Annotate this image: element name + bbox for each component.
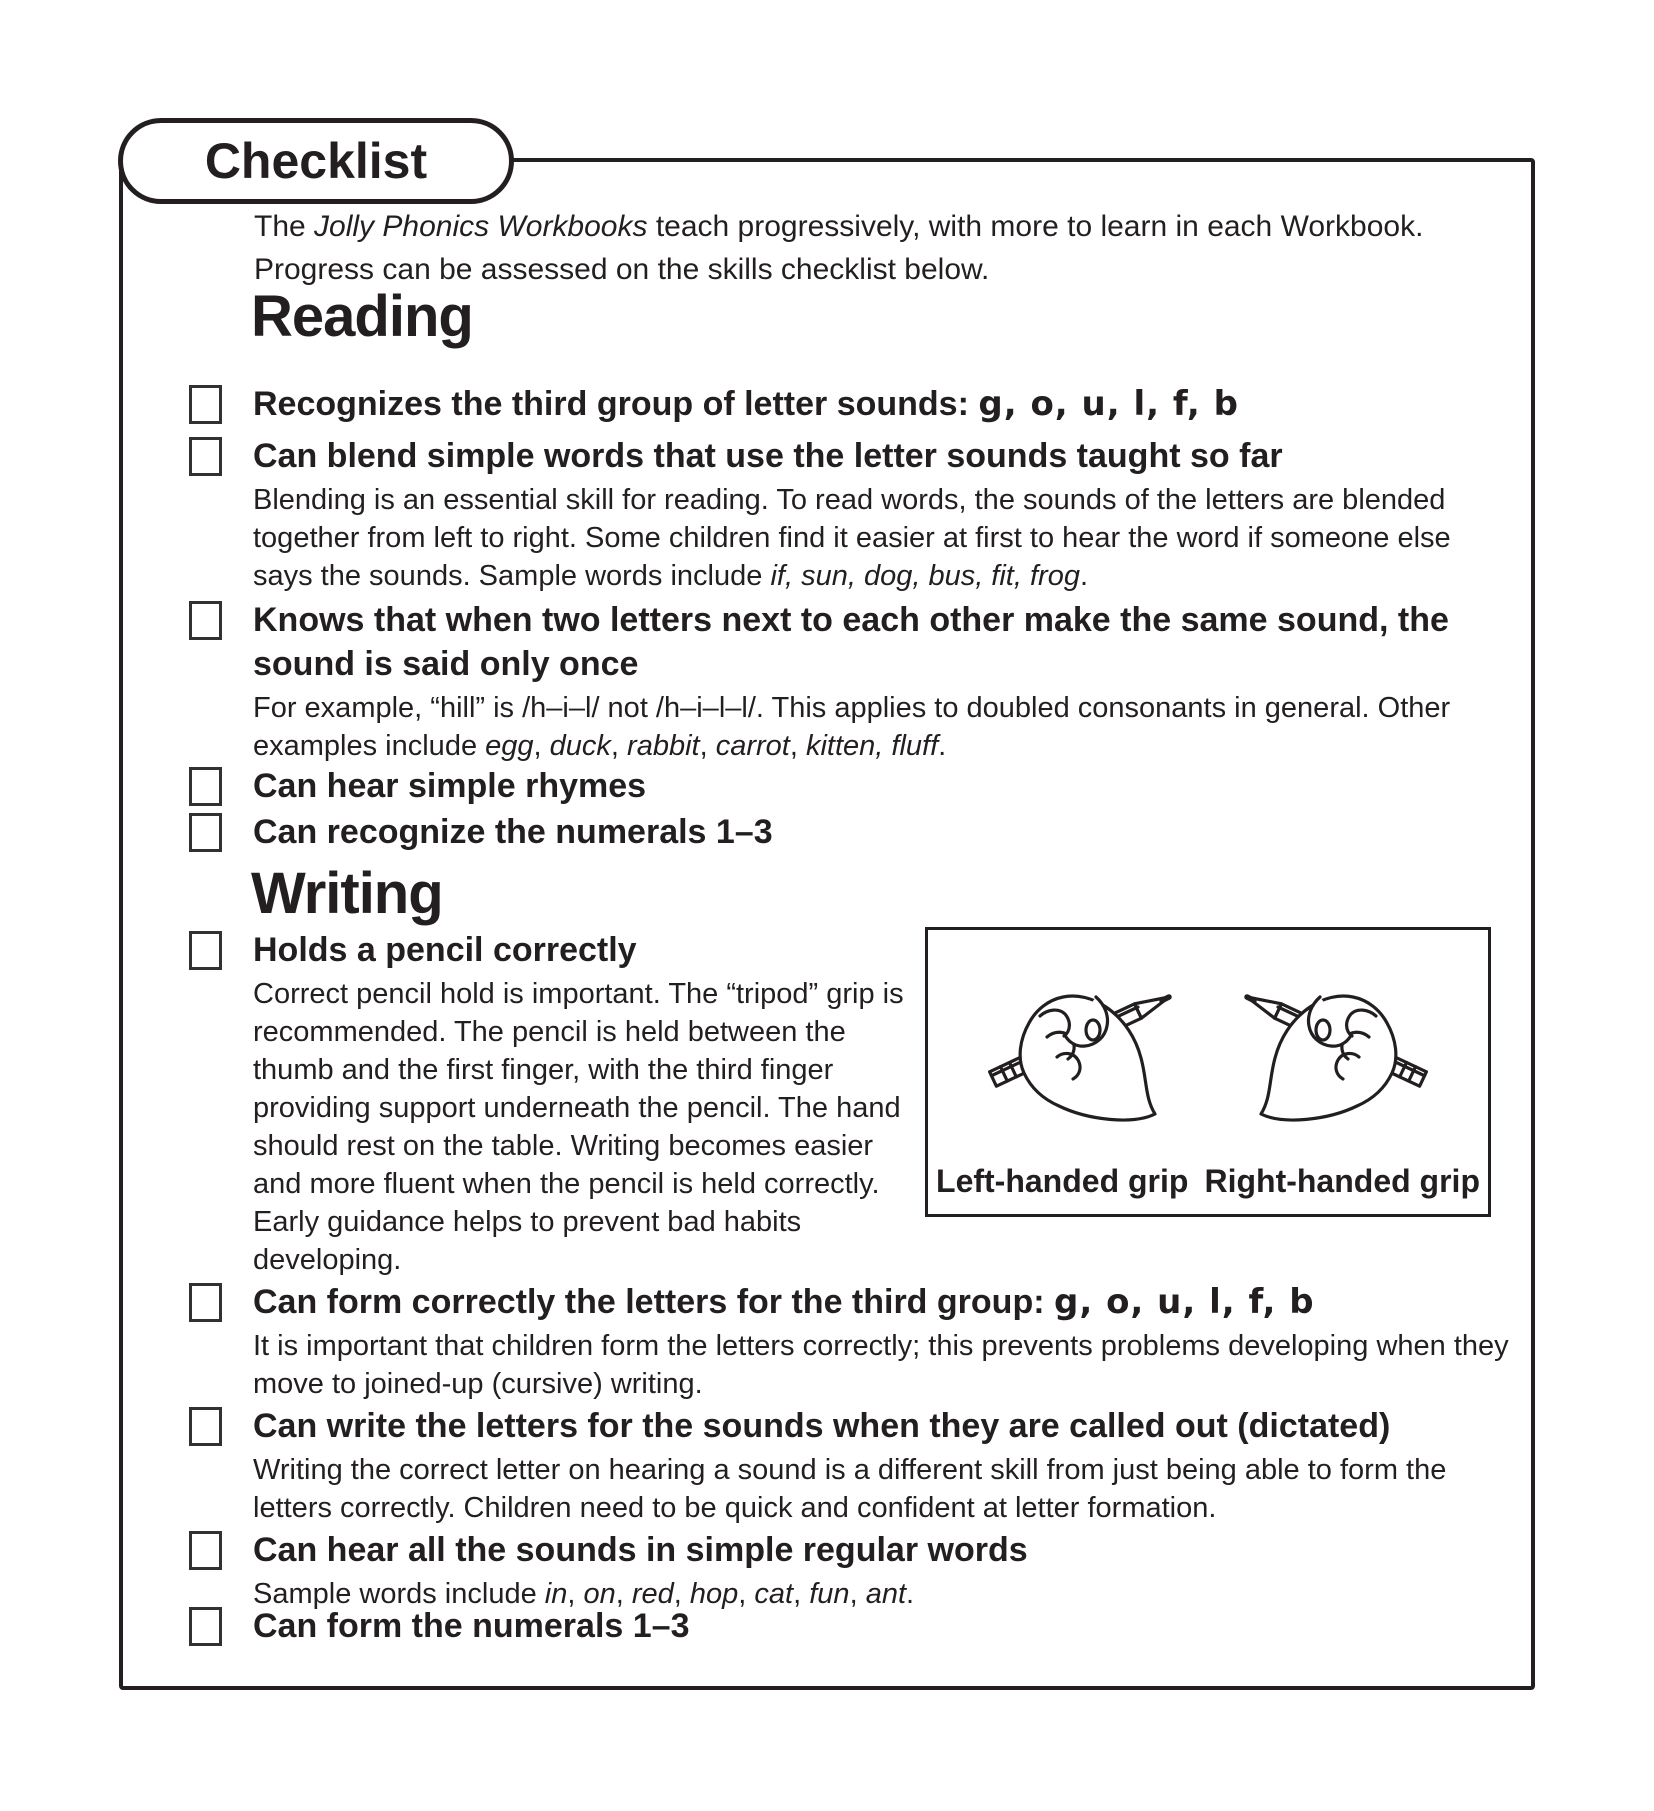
checklist-item xyxy=(253,1604,1515,1648)
checkbox[interactable] xyxy=(189,813,222,852)
checklist-item xyxy=(253,598,1515,765)
intro-paragraph: The Jolly Phonics Workbooks teach progressively, with more to learn in each Workbook. Progress can be assessed on the skills checklist below. xyxy=(254,210,1424,286)
writing-heading: Writing xyxy=(251,861,443,926)
item-detail: It is important that children form the letters correctly; this prevents problems developing when they move to joined-up (cursive) writing. xyxy=(253,1330,1509,1400)
checkbox[interactable] xyxy=(189,767,222,806)
checkbox[interactable] xyxy=(189,1531,222,1570)
item-title: Can recognize the numerals 1–3 xyxy=(253,813,773,851)
left-hand-pencil-drawing xyxy=(943,944,1193,1127)
item-title: Can form the numerals 1–3 xyxy=(253,1607,690,1645)
right-handed-grip-label: Right-handed grip xyxy=(1204,1163,1480,1199)
checkbox[interactable] xyxy=(189,1407,222,1446)
item-detail: Blending is an essential skill for reading. To read words, the sounds of the letters are blended together from left to right. Some children find it easier at first to hear the word if someone else says the sounds. Sample words include if, sun, dog, bus, fit, frog. xyxy=(253,484,1451,592)
item-title: Knows that when two letters next to each other make the same sound, the sound is said only once xyxy=(253,601,1449,683)
checklist-item xyxy=(253,1404,1515,1527)
item-detail: For example, “hill” is /h–i–l/ not /h–i–l–l/. This applies to doubled consonants in general. Other examples include egg, duck, rabbit, carrot, kitten, fluff. xyxy=(253,692,1451,762)
reading-heading: Reading xyxy=(251,284,473,349)
item-detail: Sample words include in, on, red, hop, cat, fun, ant. xyxy=(253,1578,915,1610)
item-detail: Writing the correct letter on hearing a sound is a different skill from just being able to form the letters correctly. Children need to be quick and confident at letter formation. xyxy=(253,1454,1447,1524)
checkbox[interactable] xyxy=(189,1607,222,1646)
item-title: Can hear simple rhymes xyxy=(253,767,647,805)
item-title: Can blend simple words that use the letter sounds taught so far xyxy=(253,437,1283,475)
checklist-item xyxy=(253,764,1515,808)
item-title: Holds a pencil correctly xyxy=(253,931,637,969)
grip-labels xyxy=(928,1163,1488,1200)
right-hand-pencil-drawing xyxy=(1223,944,1473,1127)
checklist-item xyxy=(253,1528,1515,1613)
checkbox[interactable] xyxy=(189,1283,222,1322)
pencil-grip-illustration-box xyxy=(925,927,1491,1217)
item-title: Can write the letters for the sounds when they are called out (dictated) xyxy=(253,1407,1391,1445)
item-title: Can hear all the sounds in simple regular words xyxy=(253,1531,1028,1569)
checklist-tab xyxy=(118,118,514,204)
checkbox[interactable] xyxy=(189,931,222,970)
item-title: Recognizes the third group of letter sounds: g, o, u, l, f, b xyxy=(253,384,1239,424)
checkbox[interactable] xyxy=(189,437,222,476)
tab-title: Checklist xyxy=(204,133,428,189)
checkbox[interactable] xyxy=(189,385,222,424)
left-handed-grip-label: Left-handed grip xyxy=(936,1163,1189,1199)
checkbox[interactable] xyxy=(189,601,222,640)
checklist-item xyxy=(253,1280,1515,1403)
item-detail: Correct pencil hold is important. The “tripod” grip is recommended. The pencil is held between the thumb and the first finger, with the third finger providing support underneath the pencil. The hand should rest on the table. Writing becomes easier and more fluent when the pencil is held correctly. Early guidance helps to prevent bad habits developing. xyxy=(253,978,904,1276)
item-title: Can form correctly the letters for the third group: g, o, u, l, f, b xyxy=(253,1282,1315,1322)
checklist-item xyxy=(253,810,1515,854)
hand-drawings xyxy=(928,944,1488,1127)
checklist-item xyxy=(253,382,1515,426)
checklist-item xyxy=(253,434,1515,595)
